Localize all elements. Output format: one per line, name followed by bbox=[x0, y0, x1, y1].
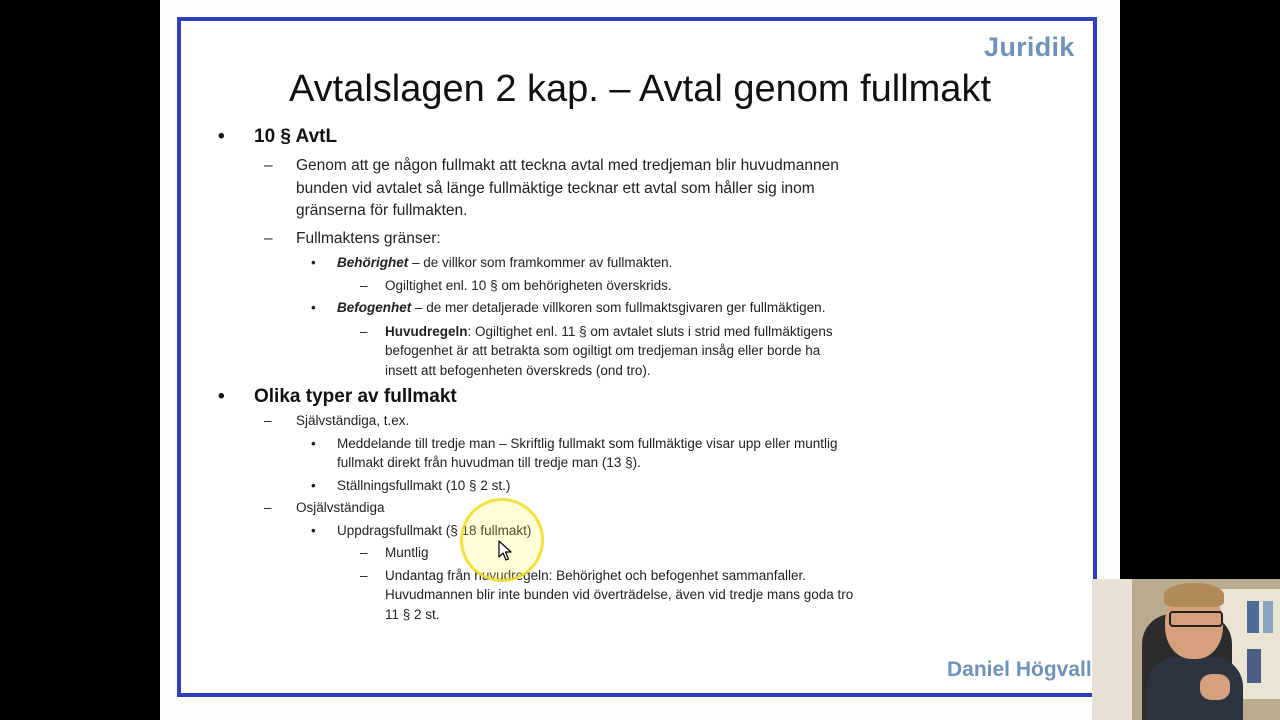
item-befogenhet bbox=[215, 298, 855, 318]
presenter-webcam bbox=[1092, 579, 1280, 720]
meddelande-text: Meddelande till tredje man – Skriftlig fullmakt som fullmäktige visar upp eller muntlig fullmakt direkt från huvudman till tredje man (13 §). bbox=[337, 435, 838, 470]
bullet-marker: • bbox=[311, 477, 316, 493]
behorighet-sub-text: Ogiltighet enl. 10 § om behörigheten överskrids. bbox=[385, 277, 672, 293]
item-behorighet bbox=[215, 253, 855, 273]
item-meddelande bbox=[215, 434, 855, 473]
dash-marker: – bbox=[360, 323, 368, 339]
webcam-book bbox=[1247, 601, 1259, 633]
huvudregel-text: : Ogiltighet enl. 11 § om avtalet sluts i strid med fullmäktigens befogenhet är att betrakta som ogiltigt om tredjeman insåg eller borde ha insett att befogenheten överskreds (ond tro). bbox=[385, 323, 833, 378]
bullet-marker: • bbox=[218, 126, 225, 147]
item-undantag bbox=[215, 566, 855, 625]
heading-10-avtl: 10 § AvtL bbox=[254, 126, 338, 147]
brand-label: Juridik bbox=[984, 32, 1075, 62]
item-huvudregeln bbox=[215, 322, 855, 381]
point-fullmaktens-granser bbox=[215, 228, 855, 251]
mouse-pointer-icon bbox=[498, 540, 512, 562]
osjalvstandiga-text: Osjälvständiga bbox=[296, 500, 385, 515]
bullet-10-avtl bbox=[215, 126, 855, 148]
dash-marker: – bbox=[264, 157, 273, 174]
muntlig-text: Muntlig bbox=[385, 545, 429, 560]
uppdrag-text: Uppdragsfullmakt (§ 18 fullmakt) bbox=[337, 522, 532, 538]
point-fullmaktens-granser-text: Fullmaktens gränser: bbox=[296, 229, 441, 247]
webcam-person-hair bbox=[1164, 583, 1224, 607]
bullet-marker: • bbox=[311, 255, 316, 270]
bullet-marker: • bbox=[218, 386, 225, 407]
sjalvstandiga-text: Självständiga, t.ex. bbox=[296, 413, 410, 428]
dash-marker: – bbox=[264, 413, 272, 428]
bullet-marker: • bbox=[311, 300, 316, 315]
bullet-marker: • bbox=[311, 435, 316, 451]
huvudregel-term: Huvudregeln bbox=[385, 323, 468, 339]
point-fullmakt-bunden-text: Genom att ge någon fullmakt att teckna avtal med tredjeman blir huvudmannen bunden vid avtalet så länge fullmäktige tecknar ett avtal som håller sig inom gränserna för fullmakten. bbox=[296, 157, 839, 219]
webcam-book bbox=[1263, 601, 1273, 633]
webcam-person-glasses bbox=[1169, 611, 1223, 627]
author-label: Daniel Högvall bbox=[947, 658, 1092, 681]
webcam-person-hand bbox=[1200, 674, 1230, 700]
point-fullmakt-bunden bbox=[215, 155, 855, 223]
stallning-text: Ställningsfullmakt (10 § 2 st.) bbox=[337, 477, 511, 493]
dash-marker: – bbox=[360, 277, 368, 293]
dash-marker: – bbox=[360, 545, 368, 560]
dash-marker: – bbox=[264, 500, 272, 515]
bullet-marker: • bbox=[311, 522, 316, 538]
befogenhet-term: Befogenhet bbox=[337, 300, 412, 315]
slide-title: Avtalslagen 2 kap. – Avtal genom fullmakt bbox=[288, 68, 992, 110]
dash-marker: – bbox=[360, 567, 368, 583]
heading-olika-typer: Olika typer av fullmakt bbox=[254, 386, 457, 407]
item-stallningsfullmakt bbox=[215, 476, 855, 496]
dash-marker: – bbox=[264, 229, 273, 247]
item-behorighet-ogiltighet bbox=[215, 276, 855, 296]
behorighet-term: Behörighet bbox=[337, 255, 409, 270]
behorighet-text: – de villkor som framkommer av fullmakten. bbox=[408, 255, 673, 270]
webcam-book bbox=[1247, 649, 1261, 683]
bullet-olika-typer bbox=[215, 386, 855, 408]
point-sjalvstandiga bbox=[215, 411, 855, 431]
webcam-door bbox=[1092, 579, 1132, 720]
befogenhet-text: – de mer detaljerade villkoren som fullmaktsgivaren ger fullmäktigen. bbox=[411, 300, 826, 315]
undantag-text: Undantag från huvudregeln: Behörighet och befogenhet sammanfaller. Huvudmannen blir inte bunden vid överträdelse, även vid tredje mans goda tro 11 § 2 st. bbox=[385, 567, 854, 622]
